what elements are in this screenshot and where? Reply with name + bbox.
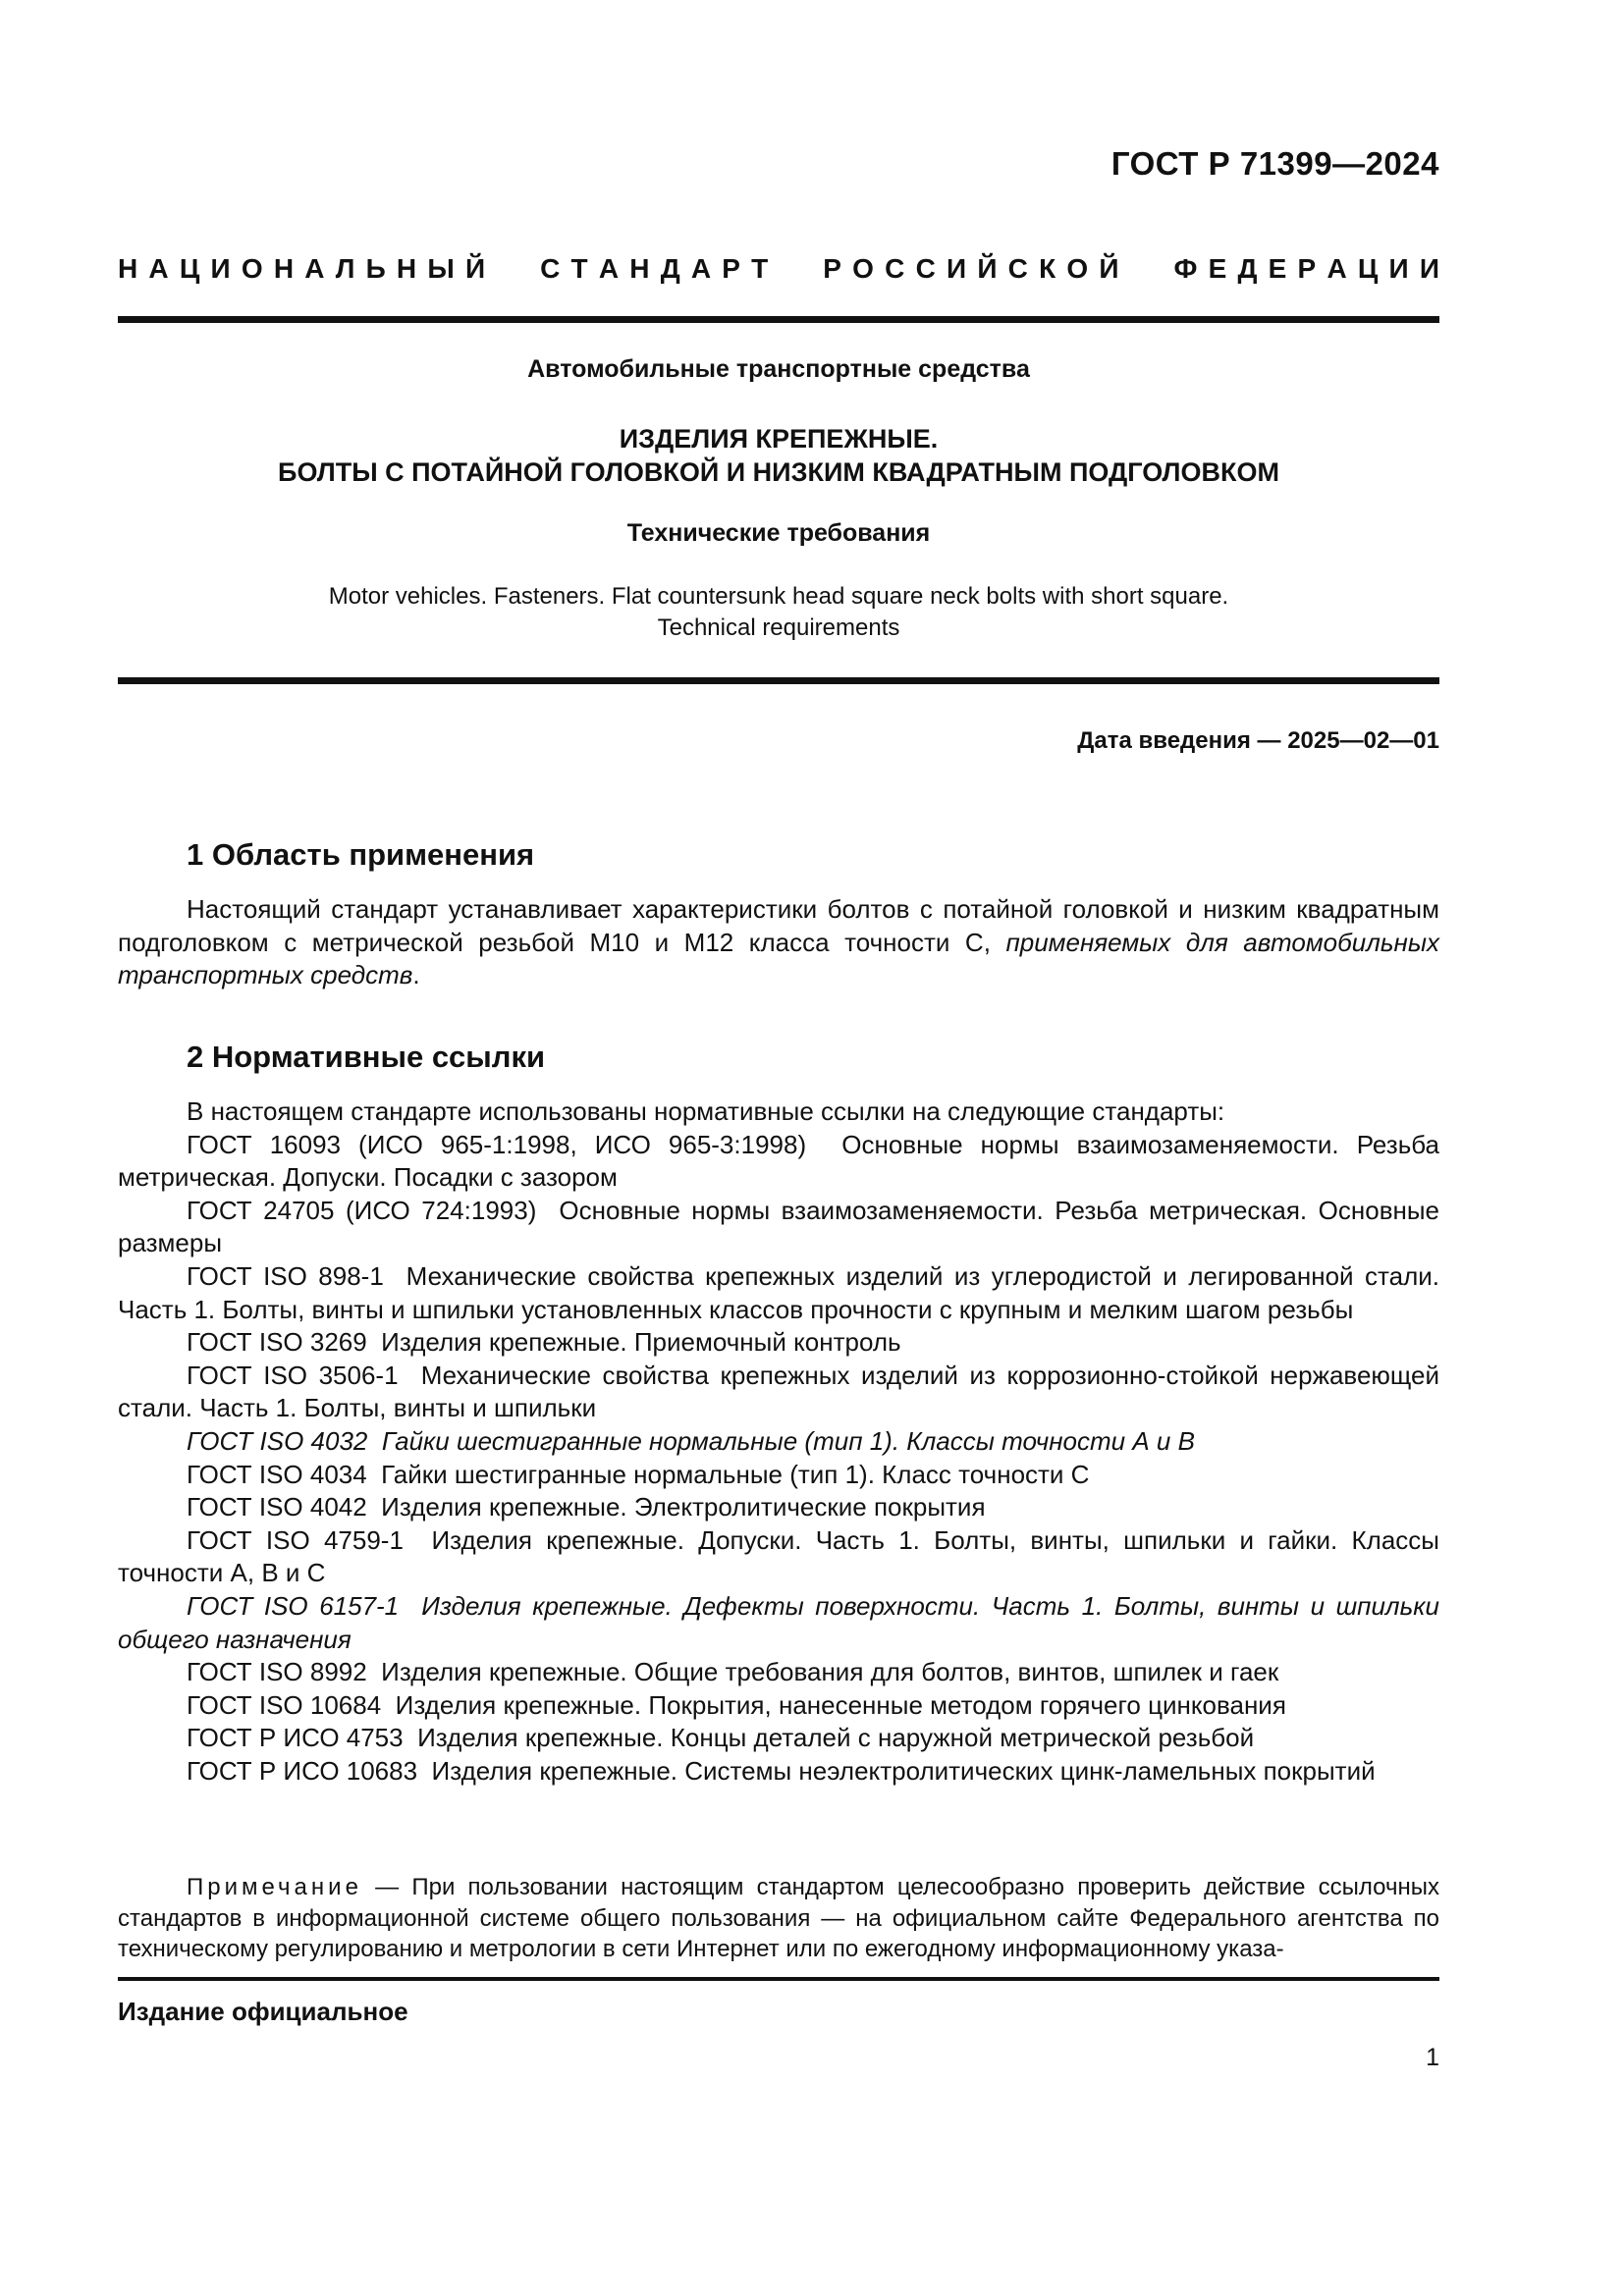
title-line-2: БОЛТЫ С ПОТАЙНОЙ ГОЛОВКОЙ И НИЗКИМ КВАДРАТНЫМ ПОДГОЛОВКОМ: [278, 457, 1279, 487]
page-number: 1: [1426, 2044, 1439, 2071]
reference-item: [118, 1755, 1439, 1789]
ref-code: ГОСТ ISO 4759-1: [187, 1524, 404, 1555]
ref-code: ГОСТ ISO 3269: [187, 1327, 367, 1358]
ref-title: Изделия крепежные. Приемочный контроль: [381, 1327, 901, 1358]
reference-item: [118, 1689, 1439, 1723]
section-2-heading: 2 Нормативные ссылки: [187, 1040, 546, 1074]
english-title: [118, 581, 1439, 644]
english-title-line-1: Motor vehicles. Fasteners. Flat countersunk head square neck bolts with short square.: [328, 583, 1229, 610]
reference-item: [118, 1656, 1439, 1689]
reference-item: [118, 1722, 1439, 1755]
section-1-text-italic: применяемых для автомобильных транспортных средств: [118, 927, 1439, 990]
banner-word-4: Ф Е Д Е Р А Ц И И: [1173, 253, 1439, 284]
ref-code: ГОСТ Р ИСО 4753: [187, 1723, 404, 1753]
ref-code: ГОСТ ISO 4032: [187, 1425, 368, 1456]
ref-title: Изделия крепежные. Концы деталей с наружной метрической резьбой: [417, 1723, 1255, 1753]
top-divider: [118, 316, 1439, 323]
title-line-1: ИЗДЕЛИЯ КРЕПЕЖНЫЕ.: [619, 424, 939, 454]
national-standard-banner: [118, 253, 1439, 285]
ref-title: Изделия крепежные. Дефекты поверхности. Часть 1. Болты, винты и шпильки общего назначения: [118, 1590, 1439, 1654]
standard-code: ГОСТ Р 71399—2024: [1110, 145, 1439, 182]
reference-item: [118, 1524, 1439, 1590]
ref-title: Изделия крепежные. Системы неэлектролитических цинк-ламельных покрытий: [431, 1755, 1376, 1786]
ref-code: ГОСТ ISO 6157-1: [187, 1590, 400, 1621]
section-1-heading: 1 Область применения: [187, 837, 535, 872]
ref-title: Механические свойства крепежных изделий из коррозионно-стойкой нержавеющей стали. Часть 1. Болты, винты и шпильки: [118, 1360, 1439, 1423]
ref-title: Изделия крепежные. Допуски. Часть 1. Болты, винты, шпильки и гайки. Классы точности А, В и С: [118, 1524, 1439, 1588]
ref-code: ГОСТ ISO 4034: [187, 1459, 367, 1489]
title-divider: [118, 677, 1439, 684]
banner-word-3: Р О С С И Й С К О Й: [823, 253, 1119, 284]
section-2-body: [118, 1095, 1439, 1788]
ref-code: ГОСТ Р ИСО 10683: [187, 1755, 418, 1786]
ref-code: ГОСТ ISO 898-1: [187, 1260, 384, 1291]
section-1-paragraph: [118, 893, 1439, 992]
ref-title: Основные нормы взаимозаменяемости. Резьба метрическая. Основные размеры: [118, 1195, 1440, 1258]
ref-code: ГОСТ ISO 3506-1: [187, 1360, 399, 1390]
reference-item: [118, 1491, 1439, 1524]
section-1-text: Настоящий стандарт устанавливает характеристики болтов с потайной головкой и низким квадратным подголовком с метрической резьбой М10 и М12 класса точности С,: [118, 894, 1439, 957]
note-text: — При пользовании настоящим стандартом целесообразно проверить действие ссылочных стандартов в информационной системе общего пользования — на официальном сайте Федерального агентства по техническому регулированию и метрологии в сети Интернет или по ежегодному информационному указа-: [118, 1874, 1439, 1962]
section-1-body: [118, 893, 1439, 992]
reference-item: [118, 1590, 1439, 1656]
document-subtitle: Технические требования: [626, 519, 931, 547]
ref-title: Изделия крепежные. Электролитические покрытия: [381, 1492, 986, 1522]
banner-word-2: С Т А Н Д А Р Т: [540, 253, 769, 284]
note-label: Примечание: [187, 1874, 362, 1900]
reference-item: [118, 1360, 1439, 1425]
ref-code: ГОСТ ISO 8992: [187, 1657, 367, 1687]
reference-item: [118, 1129, 1439, 1195]
reference-item: [118, 1425, 1439, 1459]
section-2-intro: В настоящем стандарте использованы нормативные ссылки на следующие стандарты:: [187, 1096, 1225, 1126]
effective-date: Дата введения — 2025—02—01: [1077, 727, 1439, 754]
ref-code: ГОСТ 24705 (ИСО 724:1993): [187, 1195, 537, 1225]
ref-code: ГОСТ 16093 (ИСО 965-1:1998, ИСО 965-3:1998): [187, 1129, 807, 1159]
ref-title: Гайки шестигранные нормальные (тип 1). Класс точности С: [381, 1459, 1090, 1489]
banner-word-1: Н А Ц И О Н А Л Ь Н Ы Й: [118, 253, 486, 284]
official-edition-label: Издание официальное: [118, 1997, 408, 2026]
ref-title: Гайки шестигранные нормальные (тип 1). Классы точности А и В: [381, 1425, 1195, 1456]
ref-title: Механические свойства крепежных изделий из углеродистой и легированной стали. Часть 1. Болты, винты и шпильки установленных классов прочности с крупным и мелким шагом резьбы: [118, 1260, 1439, 1324]
ref-code: ГОСТ ISO 10684: [187, 1689, 382, 1720]
reference-item: [118, 1459, 1439, 1492]
ref-title: Основные нормы взаимозаменяемости. Резьба метрическая. Допуски. Посадки с зазором: [118, 1129, 1440, 1193]
subject: Автомобильные транспортные средства: [527, 355, 1030, 383]
document-title: [118, 422, 1439, 489]
reference-item: [118, 1195, 1439, 1260]
section-1-text-end: .: [412, 960, 420, 990]
footer-divider: [118, 1977, 1439, 1981]
ref-title: Изделия крепежные. Общие требования для болтов, винтов, шпилек и гаек: [381, 1657, 1279, 1687]
reference-item: [118, 1326, 1439, 1360]
note: [118, 1872, 1439, 1965]
ref-code: ГОСТ ISO 4042: [187, 1492, 367, 1522]
reference-item: [118, 1260, 1439, 1326]
english-title-line-2: Technical requirements: [657, 614, 900, 641]
ref-title: Изделия крепежные. Покрытия, нанесенные методом горячего цинкования: [395, 1689, 1286, 1720]
